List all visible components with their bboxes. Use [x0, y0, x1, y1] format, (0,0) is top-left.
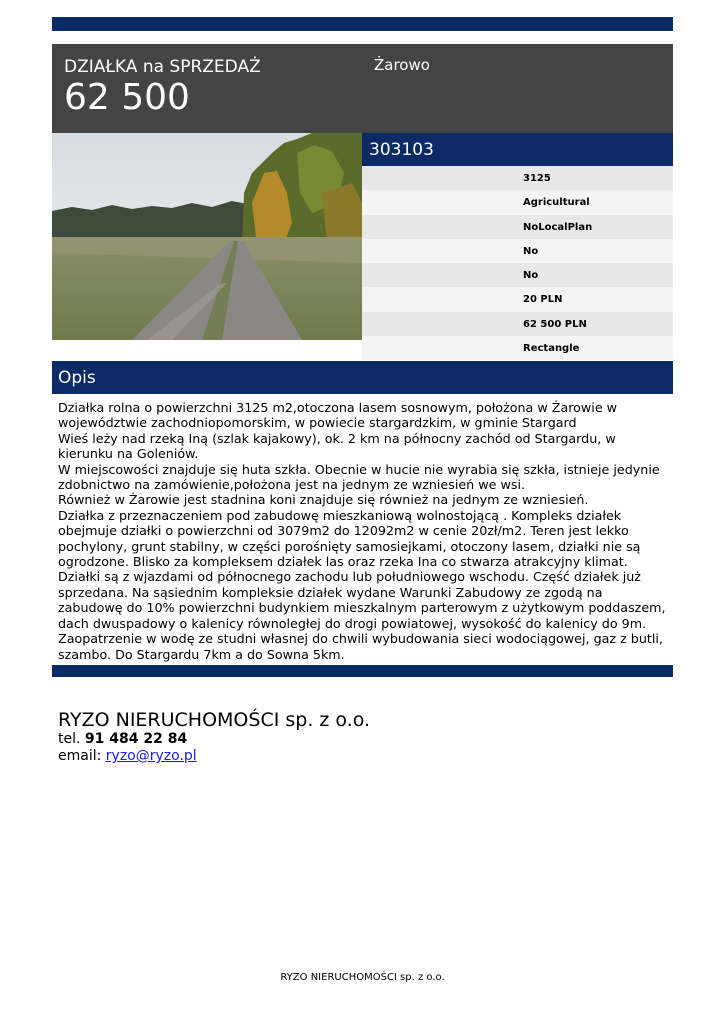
phone-line [58, 731, 187, 747]
company-name: RYZO NIERUCHOMOŚCI sp. z o.o. [58, 709, 371, 731]
spec-value: Agricultural [523, 197, 590, 209]
listing-type: DZIAŁKA na SPRZEDAŻ [64, 57, 261, 77]
listing-header [52, 44, 673, 133]
listing-price: 62 500 [64, 77, 190, 118]
email-label: email: [58, 748, 102, 764]
spec-table [362, 166, 673, 360]
listing-id: 303103 [369, 140, 434, 160]
description-paragraph: Działka z przeznaczeniem pod zabudowę mieszkaniową wolnostojącą . Kompleks działek obejmuje działki o powierzchni od 3079m2 do 12092m2 w cenie 20zł/m2. Teren jest lekko pochylony, grunt stabilny, w części porośnięty samosiejkami, otoczony lasem, działki nie są ogrodzone. Blisko za kompleksem działek las oraz rzeka Ina co stwarza atrakcyjny klimat. Działki są z wjazdami od północnego zachodu lub południowego wschodu. Część działek już sprzedana. Na sąsiednim kompleksie działek wydane Warunki Zabudowy ze zgodą na zabudowę do 10% powierzchni budynkiem mieszkalnym parterowym z użytkowym poddaszem, dach dwuspadowy o kalenicy równoległej do drogi powiatowej, wysokość do kalenicy do 9m. Zaopatrzenie w wodę ze studni własnej do chwili wybudowania sieci wodociągowej, gaz z butli, szambo. Do Stargardu 7km a do Sowna 5km. [58, 507, 666, 662]
spec-value: No [523, 270, 539, 282]
spec-value: 62 500 PLN [523, 318, 587, 330]
spec-row-flag-1 [362, 239, 673, 263]
spec-row-flag-2 [362, 263, 673, 287]
listing-id-bar [362, 133, 673, 166]
section-title: Opis [58, 368, 96, 388]
description-section-header [52, 361, 673, 394]
listing-location: Żarowo [374, 56, 430, 74]
spec-value: NoLocalPlan [523, 221, 593, 233]
property-photo [52, 133, 362, 340]
spec-row-area [362, 166, 673, 190]
spec-row-shape [362, 336, 673, 360]
description-paragraph: Działka rolna o powierzchni 3125 m2,otoczona lasem sosnowym, położona w Żarowie w województwie zachodniopomorskim, w powiecie stargardzkim, w gminie Stargard [58, 400, 618, 431]
description-paragraph: Wieś leży nad rzeką Iną (szlak kajakowy), ok. 2 km na północny zachód od Stargardu, w kierunku na Goleniów. [58, 430, 616, 462]
email-link[interactable]: ryzo@ryzo.pl [105, 748, 197, 764]
description-paragraph: W miejscowości znajduje się huta szkła. Obecnie w hucie nie wyrabia się szkła, istnieje jedynie zdobnictwo na zamówienie,położona jest na jednym ze wzniesień we wsi. [58, 461, 660, 493]
phone-label: tel. [58, 731, 81, 747]
spec-row-price-per-m2 [362, 287, 673, 311]
spec-value: 3125 [523, 173, 551, 184]
page-footer: RYZO NIERUCHOMOŚCI sp. z o.o. [280, 972, 445, 983]
description-body [58, 400, 668, 662]
spec-value: No [523, 245, 539, 257]
spec-row-type [362, 190, 673, 214]
spec-value: 20 PLN [523, 294, 563, 306]
description-paragraph: Również w Żarowie jest stadnina koni znajduje się również na jednym ze wzniesień. [58, 492, 589, 508]
spec-value: Rectangle [523, 343, 580, 355]
phone-number: 91 484 22 84 [84, 731, 188, 747]
bottom-accent-bar [52, 665, 673, 677]
spec-row-local-plan [362, 215, 673, 239]
spec-row-price [362, 312, 673, 336]
top-accent-bar [52, 17, 673, 31]
email-line [58, 748, 197, 764]
